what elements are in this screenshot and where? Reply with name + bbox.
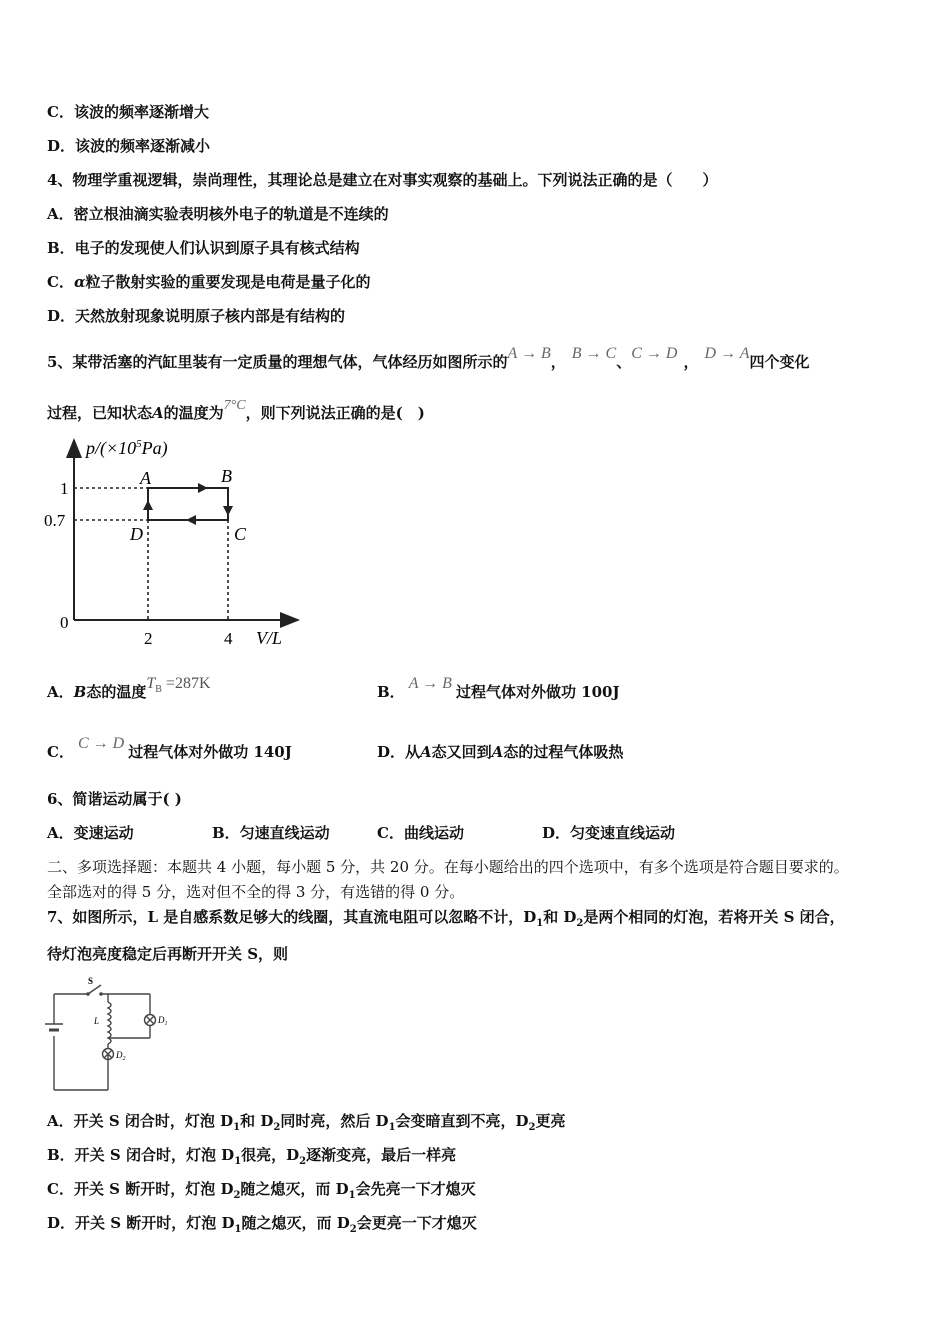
process-a-b: A → B (507, 345, 551, 362)
x-tick-2: 2 (144, 629, 153, 648)
q3-option-d: D．该波的频率逐渐减小 (47, 137, 211, 155)
q7-option-c: C．开关 S 断开时，灯泡 $D_2$随之熄灭，而 $D_1$会先亮一下才熄灭 (47, 1180, 476, 1201)
q5-option-a: A．B态的温度$T_B =287K$ (47, 675, 211, 701)
q4-option-d: D．天然放射现象说明原子核内部是有结构的 (47, 307, 346, 325)
process-d-a: D → A (704, 345, 750, 362)
cycle-path (148, 488, 228, 520)
q7-option-a: A．开关 S 闭合时，灯泡 $D_1$和 $D_2$同时亮，然后 $D_1$会变暗直到不亮，$D_2$更亮 (47, 1112, 566, 1133)
q4-option-c: C．α粒子散射实验的重要发现是电荷是量子化的 (47, 273, 371, 291)
lamp-d2-label: $D_2$ (116, 1050, 126, 1062)
q4-option-a: A．密立根油滴实验表明核外电子的轨道是不连续的 (47, 205, 389, 223)
q5-option-c: C． C → D 过程气体对外做功 140J (47, 735, 292, 761)
y-tick-1: 1 (60, 479, 69, 498)
q6-option-d: D．匀变速直线运动 (542, 824, 676, 842)
q7-stem-line2: 待灯泡亮度稳定后再断开开关 S，则 (47, 945, 289, 963)
temperature-a: 7°C (223, 398, 246, 413)
process-b-c: B → C (571, 345, 617, 362)
point-c-label: C (234, 524, 247, 544)
point-a-label: A (140, 468, 151, 488)
p-axis-label: $p/(\times 10^5Pa)$ (86, 438, 168, 458)
q7-option-d: D．开关 S 断开时，灯泡 $D_1$随之熄灭，而 $D_2$会更亮一下才熄灭 (47, 1214, 477, 1235)
inductor-label: L (94, 1016, 100, 1026)
q6-option-a: A．变速运动 (47, 824, 134, 842)
lamp-d1-label: $D_1$ (158, 1015, 168, 1027)
q7-stem-line1: 7、如图所示，L 是自感系数足够大的线圈，其直流电阻可以忽略不计，$D_1$和 $D_2$是两个相同的灯泡，若将开关 S 闭合， (47, 908, 845, 929)
origin-label: 0 (60, 613, 69, 632)
q7-option-b: B．开关 S 闭合时，灯泡 $D_1$很亮，$D_2$逐渐变亮，最后一样亮 (47, 1146, 457, 1167)
section2-instructions-line1: 二、多项选择题：本题共 4 小题，每小题 5 分，共 20 分。在每小题给出的四个选项中，有多个选项是符合题目要求的。 (47, 858, 849, 876)
v-axis-label: V/L (256, 628, 283, 648)
section2-instructions-line2: 全部选对的得 5 分，选对但不全的得 3 分，有选错的得 0 分。 (47, 883, 465, 901)
q5-option-d: D．从A态又回到A态的过程气体吸热 (377, 743, 624, 761)
x-tick-4: 4 (224, 629, 233, 648)
q4-stem: 4、物理学重视逻辑，崇尚理性，其理论总是建立在对事实观察的基础上。下列说法正确的是（ ） (47, 171, 718, 189)
pv-graph (40, 430, 310, 660)
circuit-diagram (44, 972, 184, 1094)
point-d-label: D (130, 524, 143, 544)
q6-option-c: C．曲线运动 (377, 824, 464, 842)
switch-label: S (88, 976, 94, 986)
q4-option-b: B．电子的发现使人们认识到原子具有核式结构 (47, 239, 360, 257)
y-tick-0-7: 0.7 (44, 511, 66, 530)
q6-stem: 6、简谐运动属于( ) (47, 790, 182, 808)
point-b-label: B (221, 466, 232, 486)
process-c-d: C → D (631, 345, 678, 362)
q5-stem-line2: 过程，已知状态A的温度为7°C，则下列说法正确的是( ) (47, 398, 425, 422)
q6-option-b: B．匀速直线运动 (212, 824, 330, 842)
q5-option-b: B． A → B 过程气体对外做功 100J (377, 675, 620, 701)
q3-option-c: C．该波的频率逐渐增大 (47, 103, 209, 121)
q5-stem-line1: 5、某带活塞的汽缸里装有一定质量的理想气体，气体经历如图所示的A → B， B → C、C → D ， D → A四个变化 (47, 345, 810, 371)
